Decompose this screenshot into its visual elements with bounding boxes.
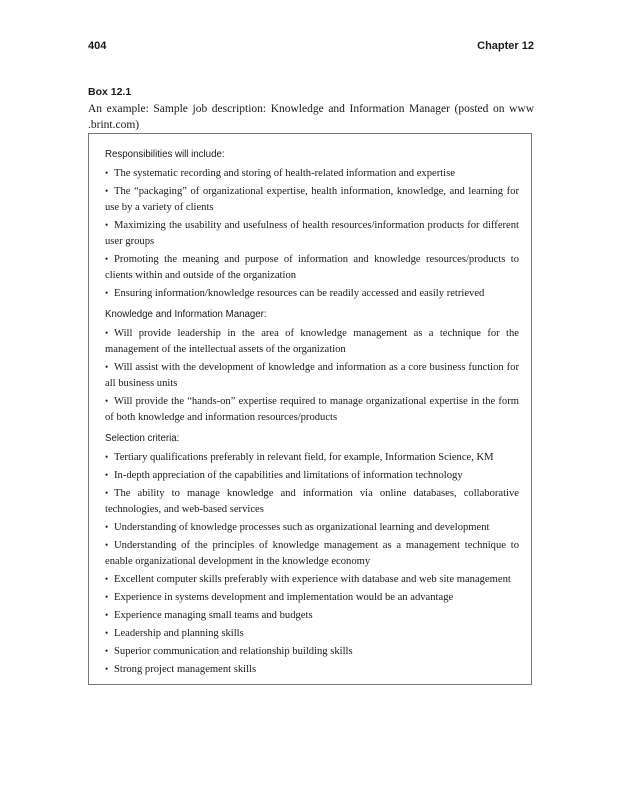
- section-heading: Responsibilities will include:: [105, 149, 225, 160]
- list-item: [105, 183, 519, 216]
- job-description-box: [88, 133, 532, 685]
- list-item-text: Will provide the “hands-on” expertise required to manage organizational expertise in the form of both knowledge and information resources/products: [105, 396, 519, 423]
- list-item-text: Experience in systems development and implementation would be an advantage: [114, 592, 454, 603]
- list-item: [105, 217, 519, 250]
- bullet-icon: •: [105, 646, 109, 656]
- bullet-icon: •: [105, 328, 109, 338]
- list-item-text: Tertiary qualifications preferably in relevant field, for example, Information Science, KM: [114, 452, 494, 463]
- bullet-icon: •: [105, 522, 109, 532]
- list-item: [105, 449, 519, 466]
- section-heading: Selection criteria:: [105, 433, 180, 444]
- list-item-text: The systematic recording and storing of health-related information and expertise: [114, 168, 455, 179]
- box-label: Box 12.1: [88, 86, 132, 98]
- bullet-icon: •: [105, 470, 109, 480]
- list-item: [105, 485, 519, 518]
- bullet-icon: •: [105, 488, 109, 498]
- list-item: [105, 625, 519, 642]
- bullet-icon: •: [105, 186, 109, 196]
- list-item: [105, 251, 519, 284]
- list-item: [105, 359, 519, 392]
- list-item-text: Maximizing the usability and usefulness of health resources/information products for different user groups: [105, 220, 519, 247]
- section-heading: Knowledge and Information Manager:: [105, 309, 267, 320]
- list-item: [105, 325, 519, 358]
- bullet-icon: •: [105, 664, 109, 674]
- page-number: 404: [88, 40, 107, 52]
- bullet-icon: •: [105, 574, 109, 584]
- list-item-text: Superior communication and relationship building skills: [114, 646, 353, 657]
- list-item: [105, 537, 519, 570]
- list-item-text: Understanding of knowledge processes such as organizational learning and development: [114, 522, 490, 533]
- list-item: [105, 467, 519, 484]
- list-item: [105, 589, 519, 606]
- list-item-text: Will provide leadership in the area of knowledge management as a technique for the management of the intellectual assets of the organization: [105, 328, 519, 355]
- bullet-icon: •: [105, 362, 109, 372]
- list-item: [105, 571, 519, 588]
- box-caption: An example: Sample job description: Knowledge and Information Manager (posted on www .brint.com): [88, 103, 534, 131]
- bullet-icon: •: [105, 540, 109, 550]
- list-item: [105, 661, 519, 678]
- bullet-icon: •: [105, 396, 109, 406]
- list-item-text: In-depth appreciation of the capabilities and limitations of information technology: [114, 470, 463, 481]
- list-item: [105, 519, 519, 536]
- list-item-text: Excellent computer skills preferably with experience with database and web site management: [114, 574, 511, 585]
- list-item-text: The “packaging” of organizational expertise, health information, knowledge, and learning for use by a variety of clients: [105, 186, 519, 213]
- list-item: [105, 165, 519, 182]
- list-item-text: Ensuring information/knowledge resources can be readily accessed and easily retrieved: [114, 288, 485, 299]
- list-item: [105, 607, 519, 624]
- list-item-text: Experience managing small teams and budgets: [114, 610, 313, 621]
- list-item-text: Will assist with the development of knowledge and information as a core business function for all business units: [105, 362, 519, 389]
- page-header: [88, 40, 534, 58]
- chapter-title: Chapter 12: [477, 40, 534, 52]
- bullet-icon: •: [105, 628, 109, 638]
- list-item: [105, 285, 519, 302]
- list-item-text: Leadership and planning skills: [114, 628, 244, 639]
- bullet-icon: •: [105, 610, 109, 620]
- bullet-icon: •: [105, 168, 109, 178]
- list-item-text: The ability to manage knowledge and information via online databases, collaborative technologies, and web-based services: [105, 488, 519, 515]
- box-content: [105, 148, 519, 679]
- bullet-icon: •: [105, 592, 109, 602]
- bullet-icon: •: [105, 452, 109, 462]
- list-item-text: Understanding of the principles of knowledge management as a management technique to enable organizational development in the knowledge economy: [105, 540, 519, 567]
- list-item-text: Strong project management skills: [114, 664, 257, 675]
- bullet-icon: •: [105, 288, 109, 298]
- list-item-text: Promoting the meaning and purpose of information and knowledge resources/products to clients within and outside of the organization: [105, 254, 519, 281]
- bullet-icon: •: [105, 254, 109, 264]
- list-item: [105, 643, 519, 660]
- bullet-icon: •: [105, 220, 109, 230]
- list-item: [105, 393, 519, 426]
